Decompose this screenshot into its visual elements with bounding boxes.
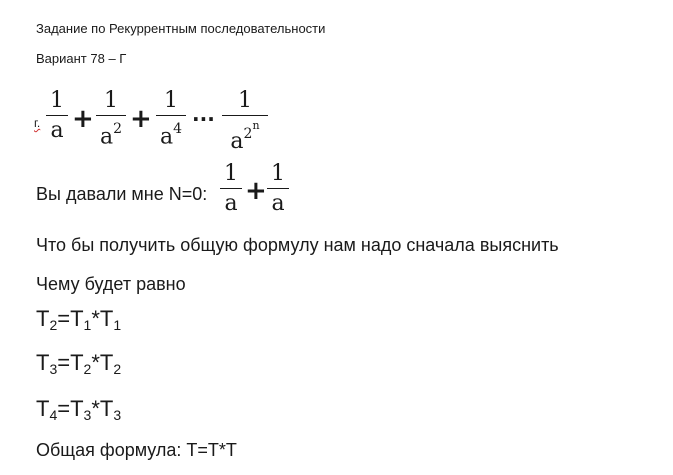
fraction-bar (156, 115, 186, 116)
explain-line: Что бы получить общую формулу нам надо сначала выяснить (36, 235, 559, 255)
fraction-numerator: 1 (50, 88, 64, 113)
ellipsis: ··· (192, 107, 215, 131)
fraction-denominator: a (50, 118, 64, 143)
fraction-bar (220, 188, 242, 189)
fraction-denominator: $a^4$ (159, 121, 183, 150)
given-fraction-1 (220, 163, 242, 215)
fraction-numerator: 1 (164, 88, 178, 113)
fraction-numerator: 1 (104, 88, 118, 113)
document-title: Задание по Рекуррентным последовательности (36, 21, 326, 36)
general-formula: Общая формула: T=T*T (36, 440, 237, 460)
given-fraction-2 (267, 163, 289, 215)
fraction-1-over-a (46, 90, 68, 142)
fraction-bar (267, 188, 289, 189)
fraction-denominator: $a^{2^n}$ (230, 119, 260, 154)
plus-sign: + (72, 104, 94, 134)
plus-sign: + (245, 176, 267, 206)
formula-prefix: г. (34, 116, 41, 130)
fraction-bar (96, 115, 126, 116)
fraction-numerator: 1 (271, 161, 285, 186)
fraction-1-over-a-pow-2n (222, 90, 268, 153)
fraction-bar (46, 115, 68, 116)
fraction-1-over-a-fourth (156, 90, 186, 148)
equals-line: Чему будет равно (36, 274, 186, 294)
fraction-numerator: 1 (238, 88, 252, 113)
fraction-denominator: a (224, 191, 238, 216)
fraction-bar (222, 115, 268, 116)
recurrence-t3: $T_3=T_2*T_2$ (36, 350, 122, 377)
fraction-denominator: a (271, 191, 285, 216)
recurrence-t4: $T_4=T_3*T_3$ (36, 396, 122, 423)
fraction-numerator: 1 (224, 161, 238, 186)
fraction-denominator: $a^2$ (99, 121, 123, 150)
plus-sign: + (130, 104, 152, 134)
recurrence-t2: $T_2=T_1*T_1$ (36, 306, 122, 333)
given-text: Вы давали мне N=0: (36, 184, 208, 204)
variant-label: Вариант 78 – Г (36, 51, 127, 66)
fraction-1-over-a-squared (96, 90, 126, 148)
